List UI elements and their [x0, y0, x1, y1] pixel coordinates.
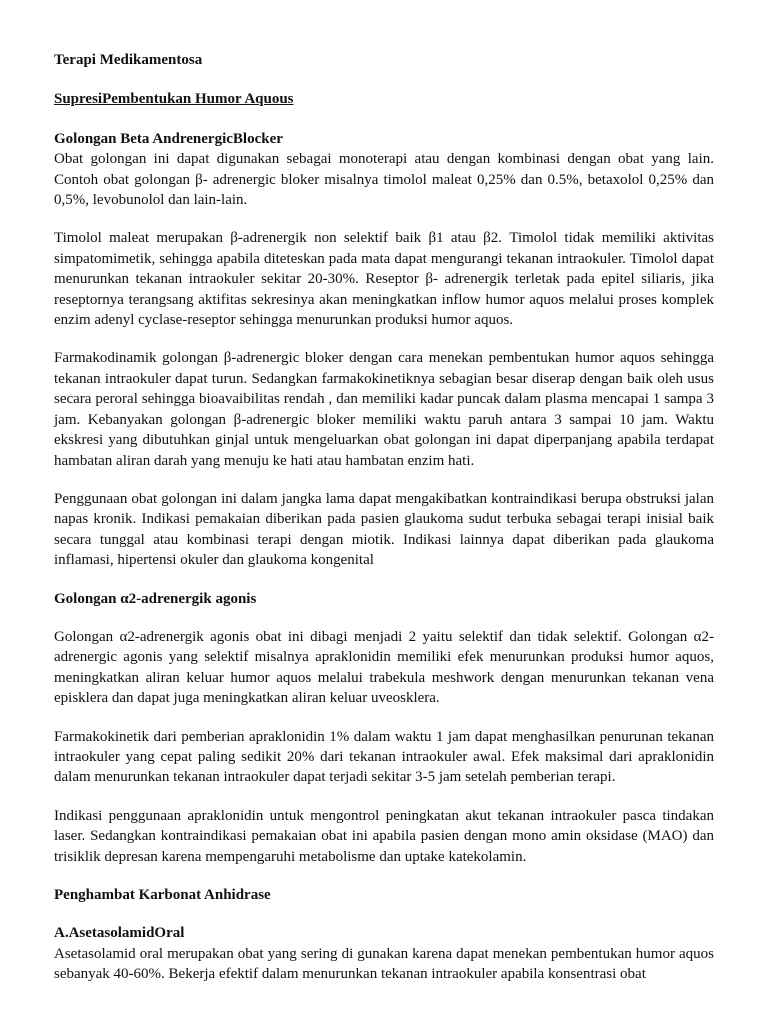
section-heading-acetazolamide: A.AsetasolamidOral: [54, 925, 185, 942]
paragraph: Timolol maleat merupakan β-adrenergik non selektif baik β1 atau β2. Timolol tidak memiliki aktivitas simpatomimetik, sehingga apabila diteteskan pada mata dapat mengurangi tekanan intraokuler. Timolol dapat menurunkan tekanan intraokuler sekitar 20-30%. Reseptor β- adrenergik terletak pada epitel siliaris, jika reseptornya terangsang aktifitas sekresinya akan meningkatkan inflow humor aquos melalui proses komplek enzim adenyl cyclase-reseptor sehingga menurunkan produksi humor aquos.: [54, 230, 714, 329]
paragraph-block: [54, 348, 714, 470]
paragraph-block: [54, 228, 714, 330]
paragraph: Golongan α2-adrenergik agonis obat ini dibagi menjadi 2 yaitu selektif dan tidak selektif. Golongan α2-adrenergic agonis yang selektif misalnya apraklonidin memiliki efek menurunkan produksi humor aquos, meningkatkan aliran keluar humor aquos melalui trabekula meshwork dengan menurunkan tekanan vena episklera dan dapat juga meningkatkan aliran keluar uveosklera.: [54, 628, 714, 707]
section-acetazolamide: [54, 923, 714, 984]
paragraph-block: [54, 727, 714, 788]
section-heading-carbonic: Penghambat Karbonat Anhidrase: [54, 887, 271, 903]
paragraph: Indikasi penggunaan apraklonidin untuk mengontrol peningkatan akut tekanan intraokuler pasca tindakan laser. Sedangkan kontraindikasi pemakaian obat ini apabila pasien dengan mono amin oksidase (MAO) dan trisiklik depresan karena mempengaruhi metabolisme dan uptake katekolamin.: [54, 807, 714, 865]
paragraph: Penggunaan obat golongan ini dalam jangka lama dapat mengakibatkan kontraindikasi berupa obstruksi jalan napas kronik. Indikasi pemakaian diberikan pada pasien glaukoma sudut terbuka sebagai terapi inisial baik secara tunggal atau kombinasi terapi dengan miotik. Indikasi lainnya dapat diberikan pada glaukoma inflamasi, hipertensi okuler dan glaukoma kongenital: [54, 490, 714, 569]
paragraph: Farmakokinetik dari pemberian apraklonidin 1% dalam waktu 1 jam dapat menghasilkan penurunan tekanan intraokuler yang cepat paling sedikit 20% dari tekanan intraokuler awal. Efek maksimal dari apraklonidin dalam menurunkan tekanan intraokuler dapat terjadi sekitar 3-5 jam setelah pemberian terapi.: [54, 728, 714, 786]
section-subtitle: SupresiPembentukan Humor Aquous: [54, 91, 294, 108]
paragraph-block: [54, 627, 714, 709]
section-beta-blocker: [54, 129, 714, 211]
document-title: Terapi Medikamentosa: [54, 52, 203, 68]
paragraph-block: [54, 489, 714, 571]
paragraph: Asetasolamid oral merupakan obat yang sering di gunakan karena dapat menekan pembentukan humor aquos sebanyak 40-60%. Bekerja efektif dalam menurunkan tekanan intraokuler apabila konsentrasi obat: [54, 945, 714, 983]
paragraph: Farmakodinamik golongan β-adrenergic bloker dengan cara menekan pembentukan humor aquos sehingga tekanan intraokuler dapat turun. Sedangkan farmakokinetiknya sebagian besar diserap dengan baik oleh usus secara peroral sehingga bioavaibilitas rendah , dan memiliki kadar puncak dalam plasma mencapai 1 sampa 3 jam. Kebanyakan golongan β-adrenergic bloker memiliki waktu paruh antara 3 sampai 10 jam. Waktu ekskresi yang dibutuhkan ginjal untuk mengeluarkan obat golongan ini dapat diperpanjang apabila terdapat hambatan aliran darah yang menuju ke hati atau hambatan enzim hati.: [54, 350, 714, 469]
paragraph-block: [54, 806, 714, 867]
section-heading-alpha: Golongan α2-adrenergik agonis: [54, 590, 257, 607]
section-heading-beta: Golongan Beta AndrenergicBlocker: [54, 130, 283, 147]
paragraph: Obat golongan ini dapat digunakan sebagai monoterapi atau dengan kombinasi dengan obat yang lain. Contoh obat golongan β- adrenergic bloker misalnya timolol maleat 0,25% dan 0.5%, betaxolol 0,25% dan 0,5%, levobunolol dan lain-lain.: [54, 151, 714, 209]
